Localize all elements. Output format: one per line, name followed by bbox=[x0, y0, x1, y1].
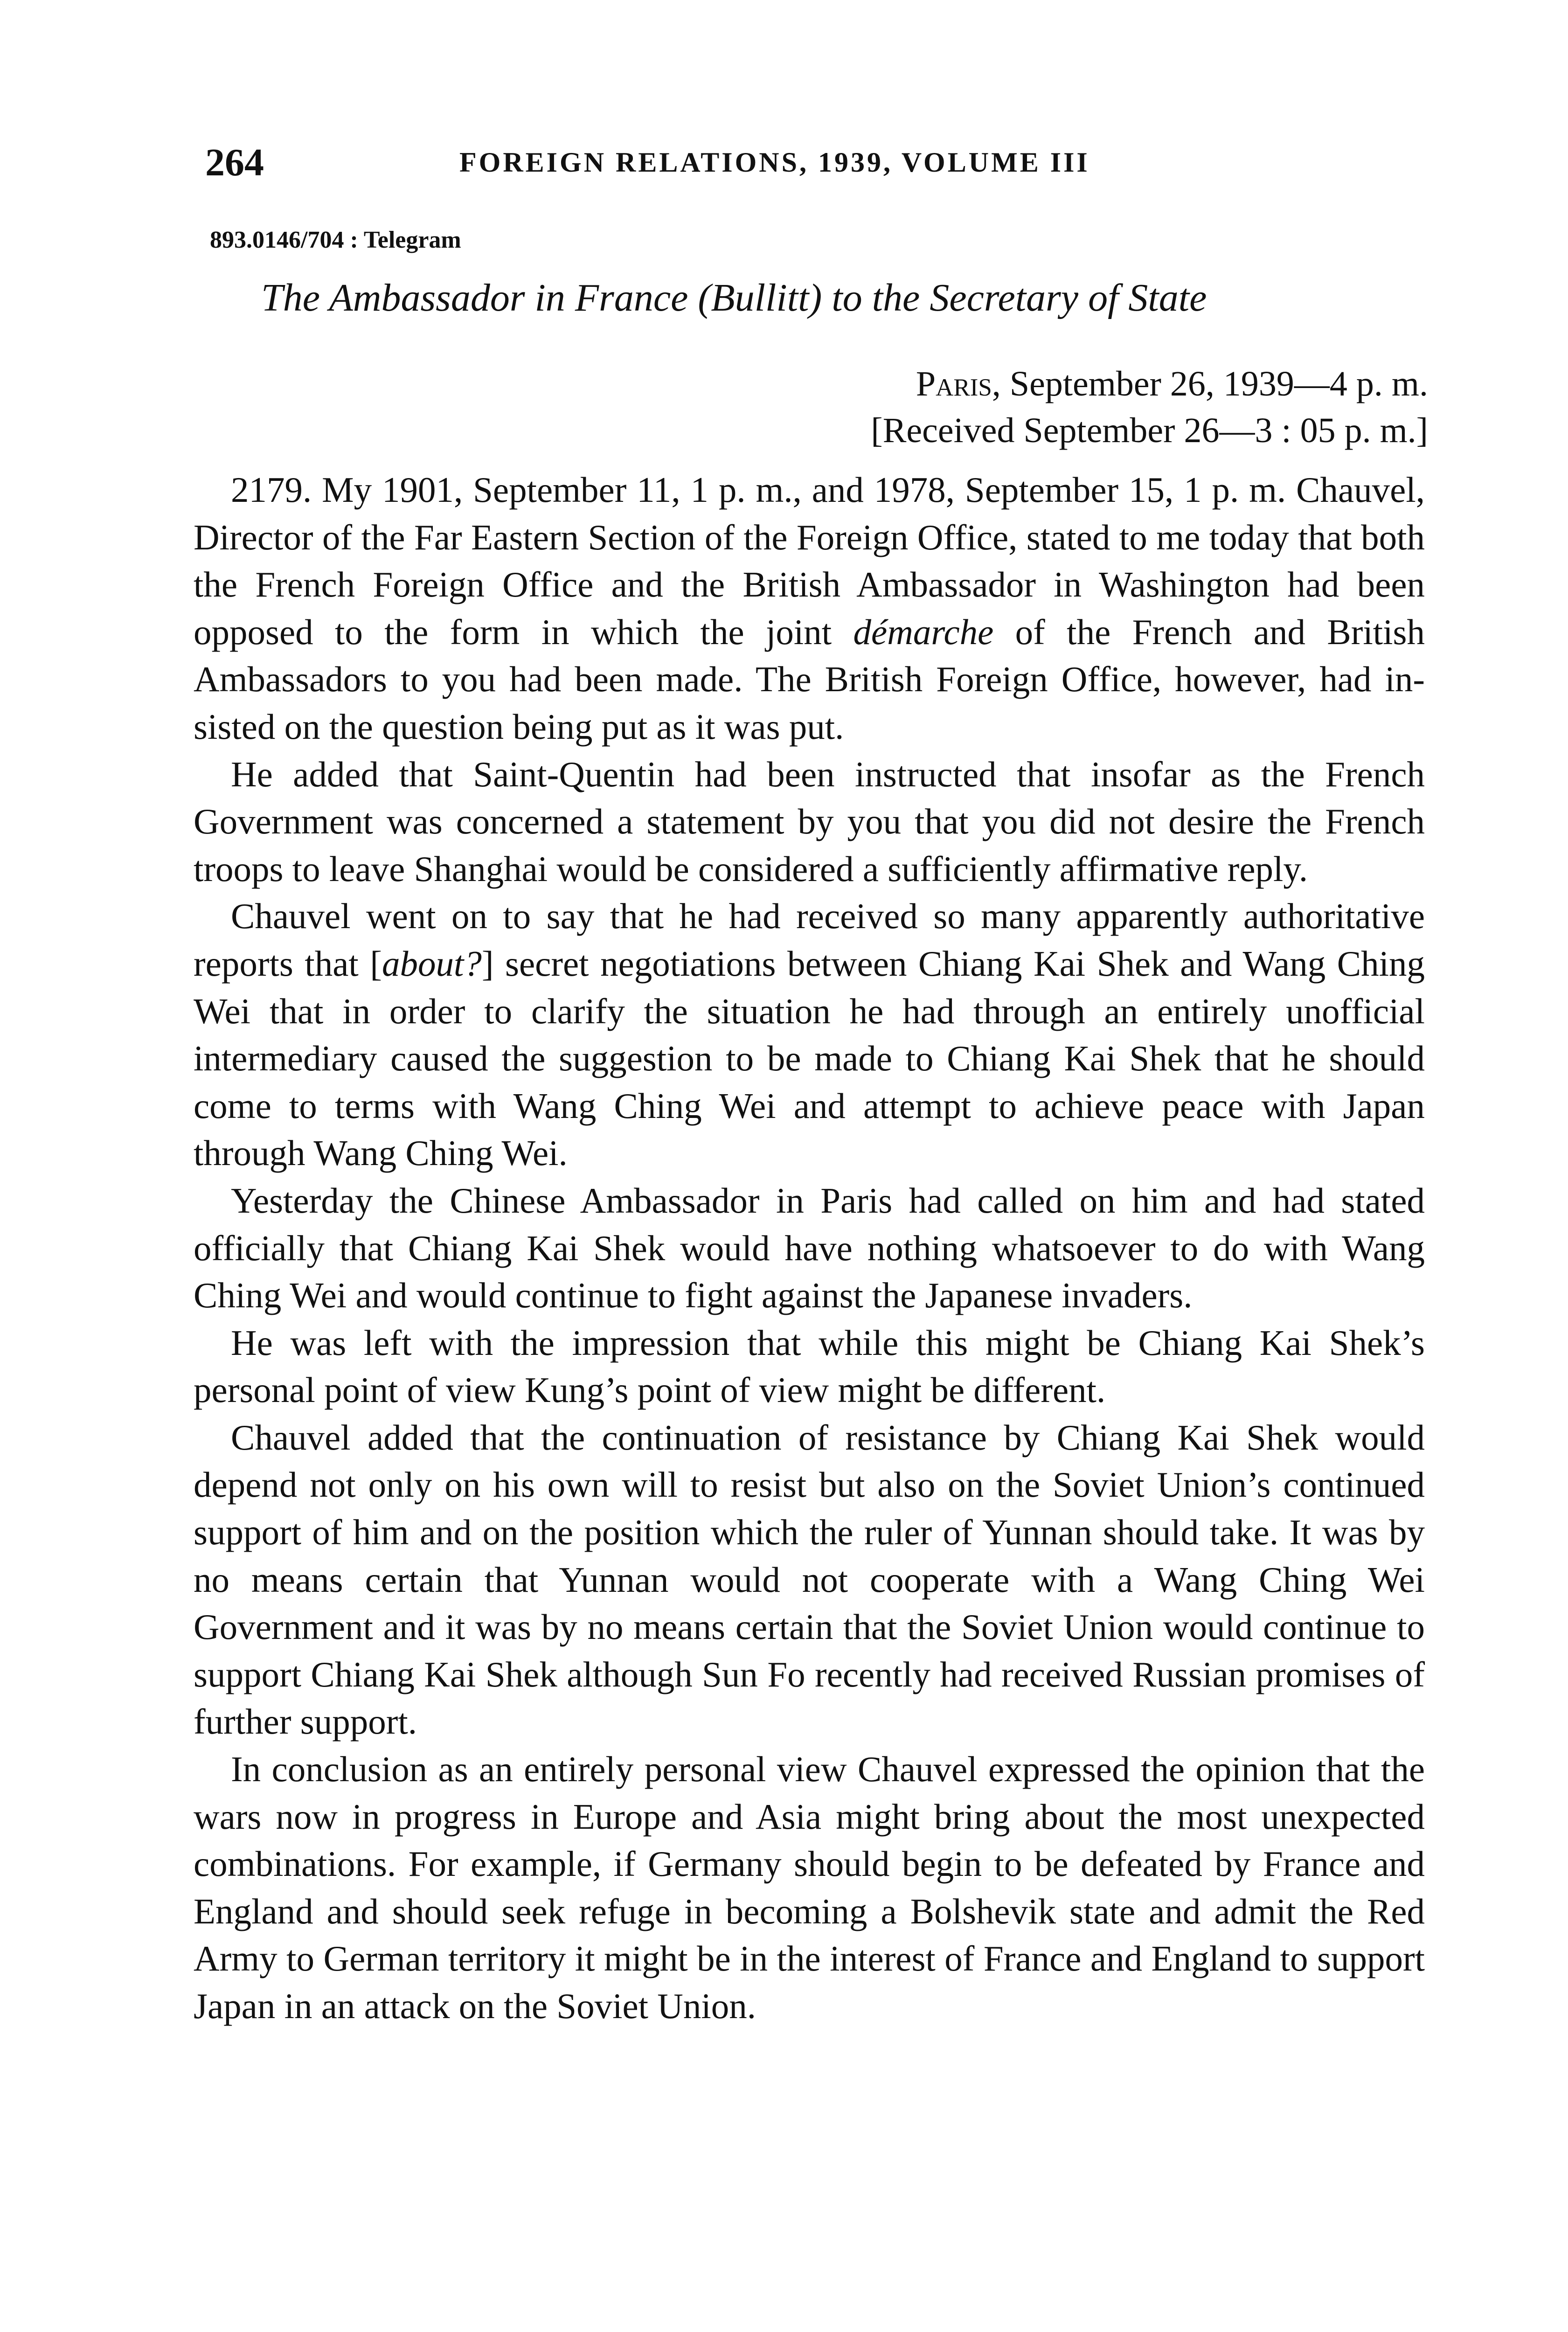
paragraph-1-rest: of the French and British Ambassadors to you had been made. The British Foreign Office, however, had insisted on the question being put as it was put. bbox=[194, 611, 1425, 747]
paragraph-2: He added that Saint-Quentin had been instructed that insofar as the French Government was concerned a statement by you that you did not desire the French troops to leave Shanghai would be considered a sufficiently affirmative reply. bbox=[194, 754, 1425, 889]
dateline-sent bbox=[916, 364, 1428, 404]
paragraph-4: Yesterday the Chinese Ambassador in Paris had called on him and had stated officially that Chiang Kai Shek would have nothing whatsoever to do with Wang Ching Wei and would continue to fight against the Japanese invaders. bbox=[194, 1180, 1425, 1316]
paragraph-1-italic: démarche bbox=[853, 611, 994, 652]
dateline-place: Paris bbox=[916, 364, 992, 403]
paragraph-5: He was left with the impression that while this might be Chiang Kai Shek’s personal point of view Kung’s point of view might be different. bbox=[194, 1322, 1425, 1410]
document-title: The Ambassador in France (Bullitt) to the Secretary of State bbox=[261, 276, 1207, 319]
paragraph-3 bbox=[194, 893, 1425, 1177]
paragraph-6: Chauvel added that the continuation of resistance by Chiang Kai Shek would depend not only on his own will to resist but also on the Soviet Union’s continued support of him and on the position which the ruler of Yunnan should take. It was by no means certain that Yunnan would not cooperate with a Wang Ching Wei Government and it was by no means certain that the Soviet Union would continue to support Chiang Kai Shek although Sun Fo recently had received Russian promises of further support. bbox=[194, 1417, 1425, 1742]
dateline-received: [Received September 26—3 : 05 p. m.] bbox=[871, 411, 1428, 450]
file-reference: 893.0146/704 : Telegram bbox=[210, 227, 461, 253]
paragraph-3-rest: ] secret negotiations between Chiang Kai Shek and Wang Ching Wei that in order to clarify the situation he had through an entirely unofficial intermediary caused the suggestion to be made to Chiang Kai Shek that he should come to terms with Wang Ching Wei and attempt to achieve peace with Japan through Wang Ching Wei. bbox=[194, 943, 1425, 1173]
paragraph-7: In conclusion as an entirely personal view Chauvel expressed the opinion that the wars now in progress in Europe and Asia might bring about the most unexpected combinations. For example, if Germany should begin to be defeated by France and England and should seek refuge in becoming a Bolshevik state and admit the Red Army to German territory it might be in the interest of France and England to support Japan in an attack on the Soviet Union. bbox=[194, 1749, 1425, 2026]
dateline-sent-time: , September 26, 1939—4 p. m. bbox=[992, 364, 1428, 403]
page-number: 264 bbox=[205, 141, 264, 184]
running-title: FOREIGN RELATIONS, 1939, VOLUME III bbox=[459, 147, 1090, 178]
paragraph-1-text: 2179. My 1901, September 11, 1 p. m., and 1978, September 15, 1 p. m. Chauvel, Director of the Far Eastern Section of the Foreign Office, stated to me today that both the French Foreign Office and the British Ambassador in Washington had been opposed to the form in which the joint bbox=[194, 470, 1425, 652]
page-header bbox=[205, 140, 1418, 191]
telegram-body bbox=[194, 466, 1425, 2030]
paragraph-1 bbox=[194, 466, 1425, 751]
paragraph-3-text: Chauvel went on to say that he had received so many apparently authoritative reports that [ bbox=[194, 896, 1425, 984]
paragraph-3-italic: about? bbox=[382, 943, 482, 984]
